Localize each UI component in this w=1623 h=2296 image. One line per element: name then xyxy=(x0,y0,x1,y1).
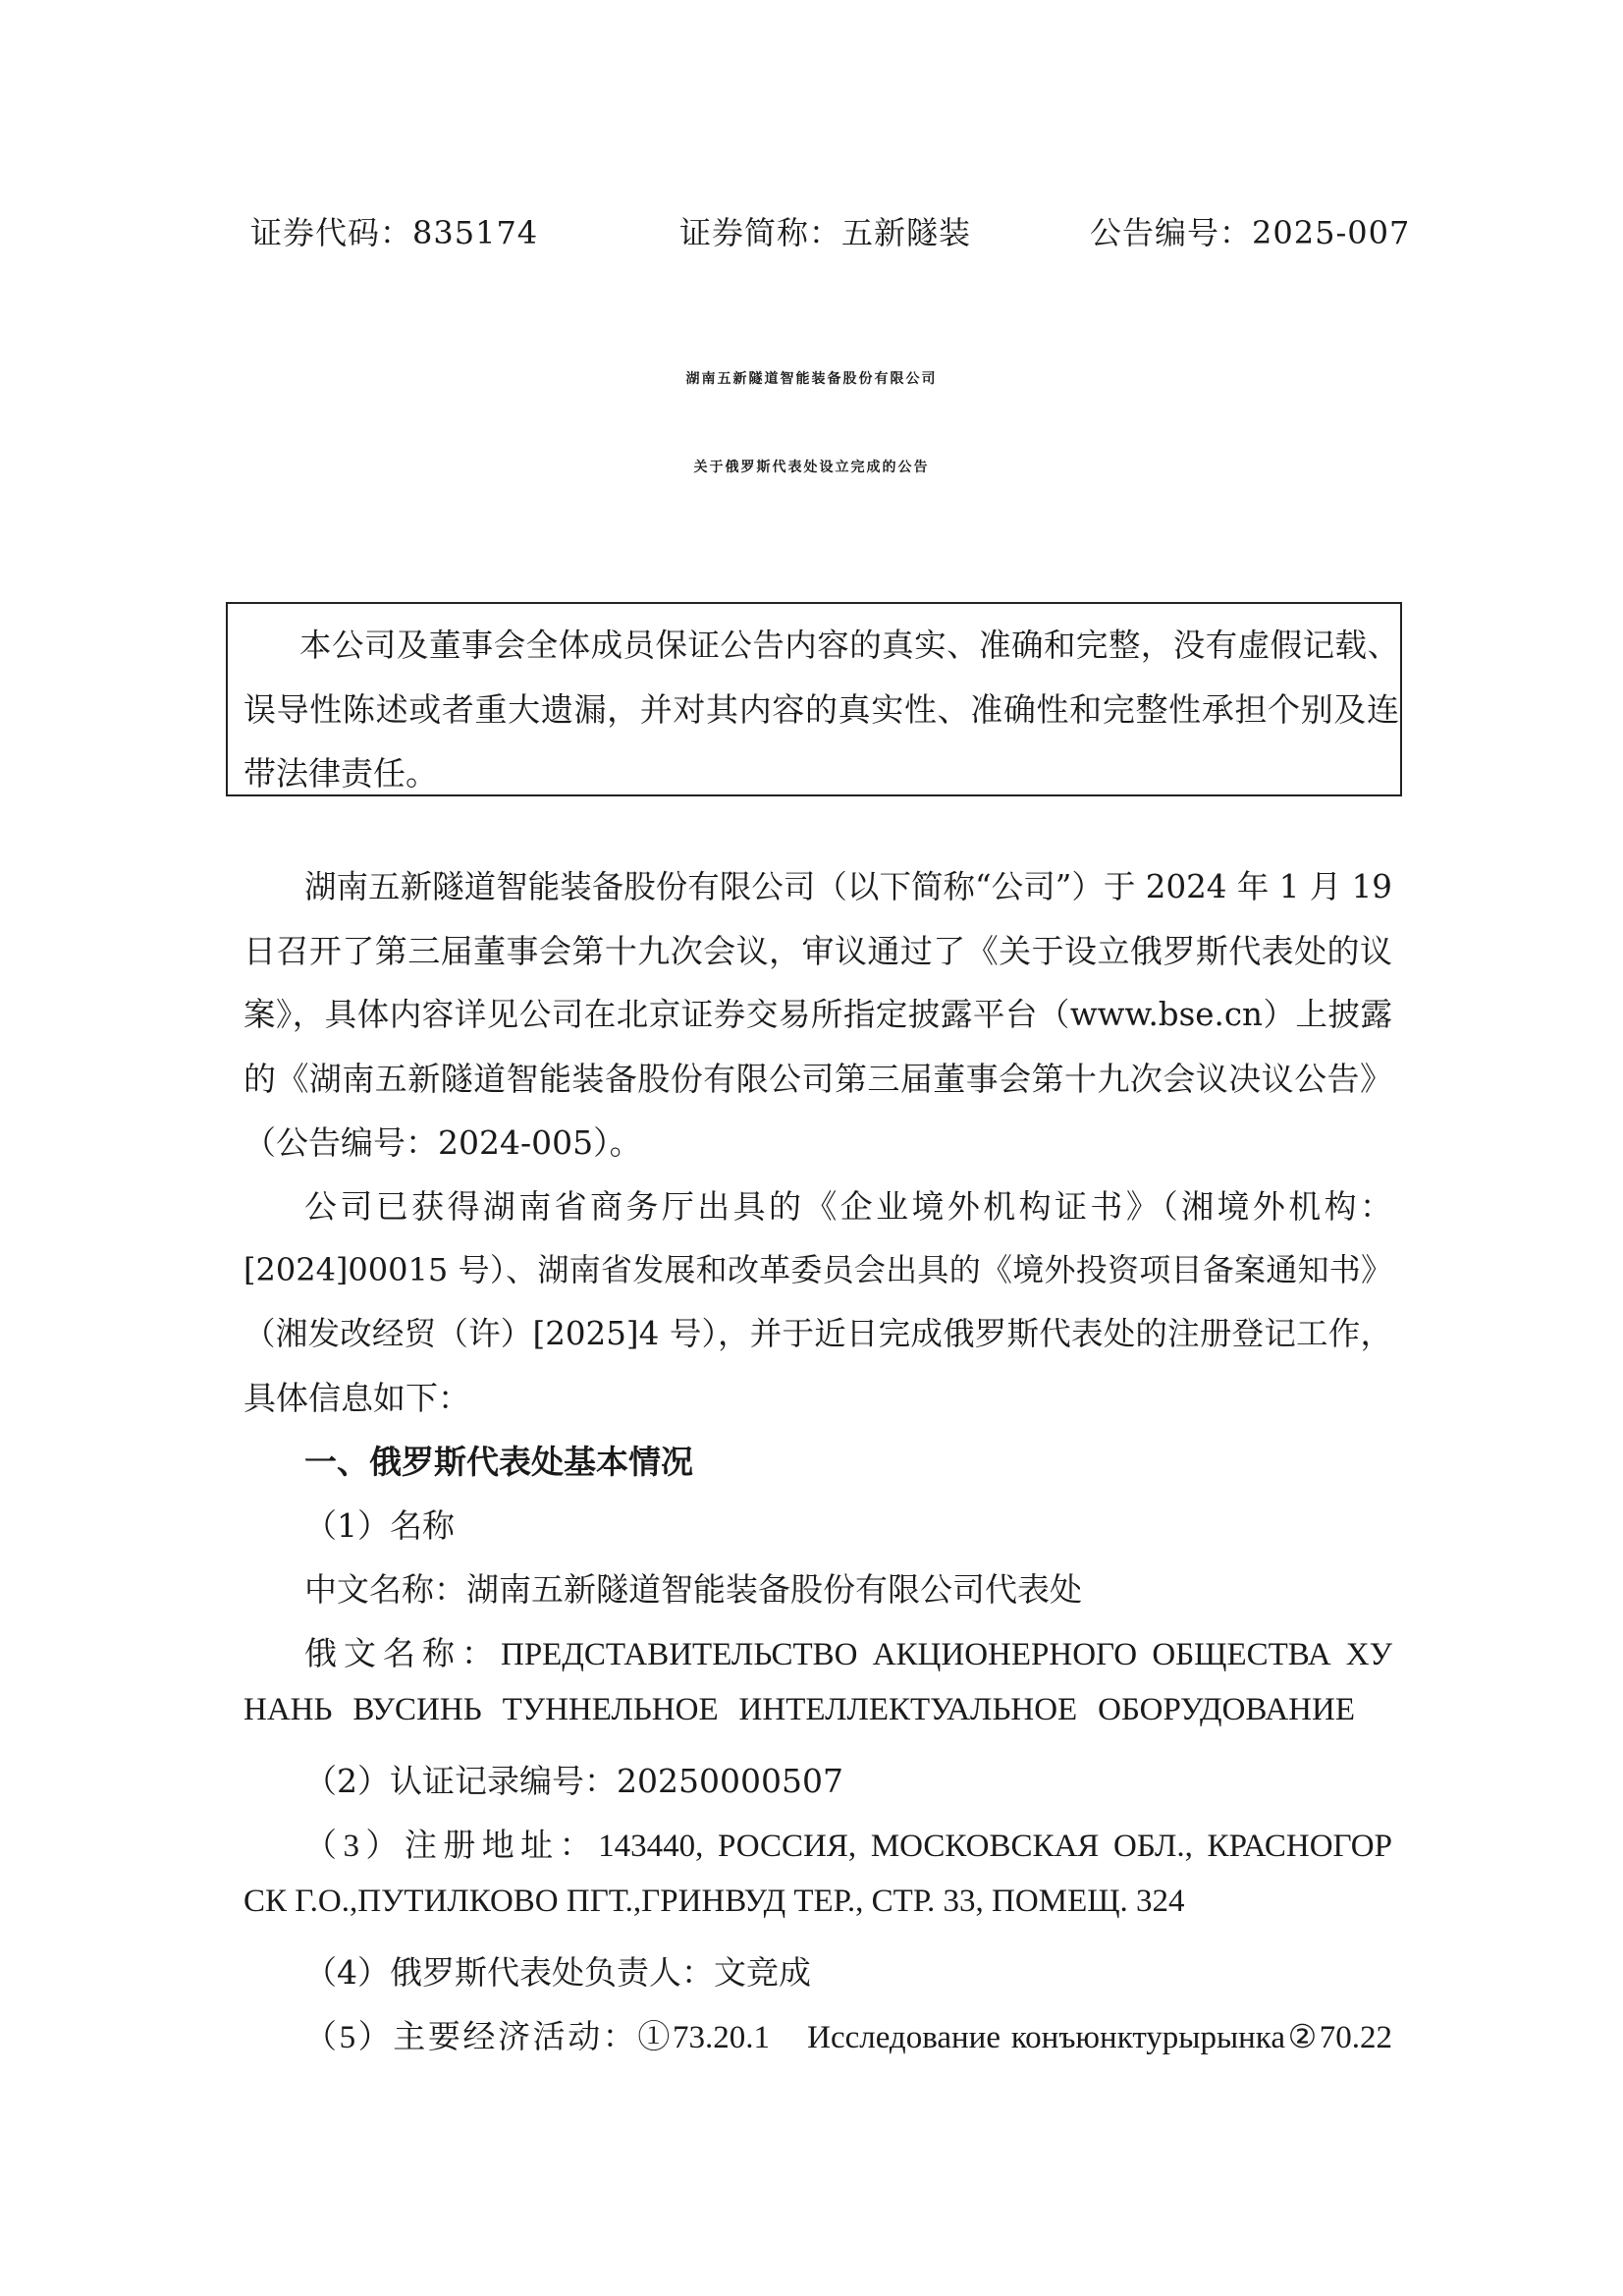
security-code: 证券代码：835174 xyxy=(250,214,539,251)
address-line: СК Г.О.,ПУТИЛКОВО ПГТ.,ГРИНВУД ТЕР., СТР. 33, ПОМЕЩ. 324 xyxy=(243,1884,1185,1919)
disclaimer-line: 误导性陈述或者重大遗漏，并对其内容的真实性、准确性和完整性承担个别及连 xyxy=(243,690,1399,729)
paragraph-line: （公告编号：2024-005）。 xyxy=(243,1123,642,1162)
paragraph-line: 湖南五新隧道智能装备股份有限公司（以下简称“公司”）于 2024 年 1 月 19 xyxy=(304,868,1392,905)
chinese-name: 中文名称：湖南五新隧道智能装备股份有限公司代表处 xyxy=(304,1570,1082,1609)
disclaimer-line: 本公司及董事会全体成员保证公告内容的真实、准确和完整，没有虚假记载、 xyxy=(299,627,1399,664)
notice-title: 关于俄罗斯代表处设立完成的公告 xyxy=(693,460,930,475)
list-item: （4）俄罗斯代表处负责人：文竞成 xyxy=(304,1953,811,1992)
paragraph-line: 的《湖南五新隧道智能装备股份有限公司第三届董事会第十九次会议决议公告》 xyxy=(243,1060,1392,1098)
paragraph-line: 具体信息如下： xyxy=(243,1379,470,1417)
paragraph-line: [2024]00015 号）、湖南省发展和改革委员会出具的《境外投资项目备案通知书》 xyxy=(243,1251,1392,1288)
paragraph-line: 公司已获得湖南省商务厅出具的《企业境外机构证书》（湘境外机构： xyxy=(304,1187,1392,1226)
disclaimer-line: 带法律责任。 xyxy=(243,754,438,793)
russian-name-line: 俄文名称：ПРЕДСТАВИТЕЛЬСТВО АКЦИОНЕРНОГО ОБЩЕСТВА ХУ xyxy=(304,1637,1392,1672)
address-line: （3）注册地址：143440, РОССИЯ, МОСКОВСКАЯ ОБЛ., КРАСНОГОР xyxy=(304,1829,1392,1864)
notice-number: 公告编号：2025-007 xyxy=(1090,214,1411,251)
list-item: （2）认证记录编号：20250000507 xyxy=(304,1762,843,1800)
paragraph-line: 日召开了第三届董事会第十九次会议，审议通过了《关于设立俄罗斯代表处的议 xyxy=(243,932,1392,970)
paragraph-line: 案》，具体内容详见公司在北京证券交易所指定披露平台（www.bse.cn）上披露 xyxy=(243,996,1392,1033)
company-title: 湖南五新隧道智能装备股份有限公司 xyxy=(685,371,938,387)
list-item: （5）主要经济活动：①73.20.1 Исследование конъюнктурырынка②70.22 xyxy=(304,2020,1392,2055)
russian-name-line: НАНЬ ВУСИНЬ ТУННЕЛЬНОЕ ИНТЕЛЛЕКТУАЛЬНОЕ ОБОРУДОВАНИЕ xyxy=(243,1692,1355,1727)
list-item: （1）名称 xyxy=(304,1506,455,1545)
paragraph-line: （湘发改经贸（许）[2025]4 号），并于近日完成俄罗斯代表处的注册登记工作， xyxy=(243,1315,1392,1352)
security-abbreviation: 证券简称：五新隧装 xyxy=(679,214,972,251)
section-heading: 一、俄罗斯代表处基本情况 xyxy=(304,1443,693,1481)
